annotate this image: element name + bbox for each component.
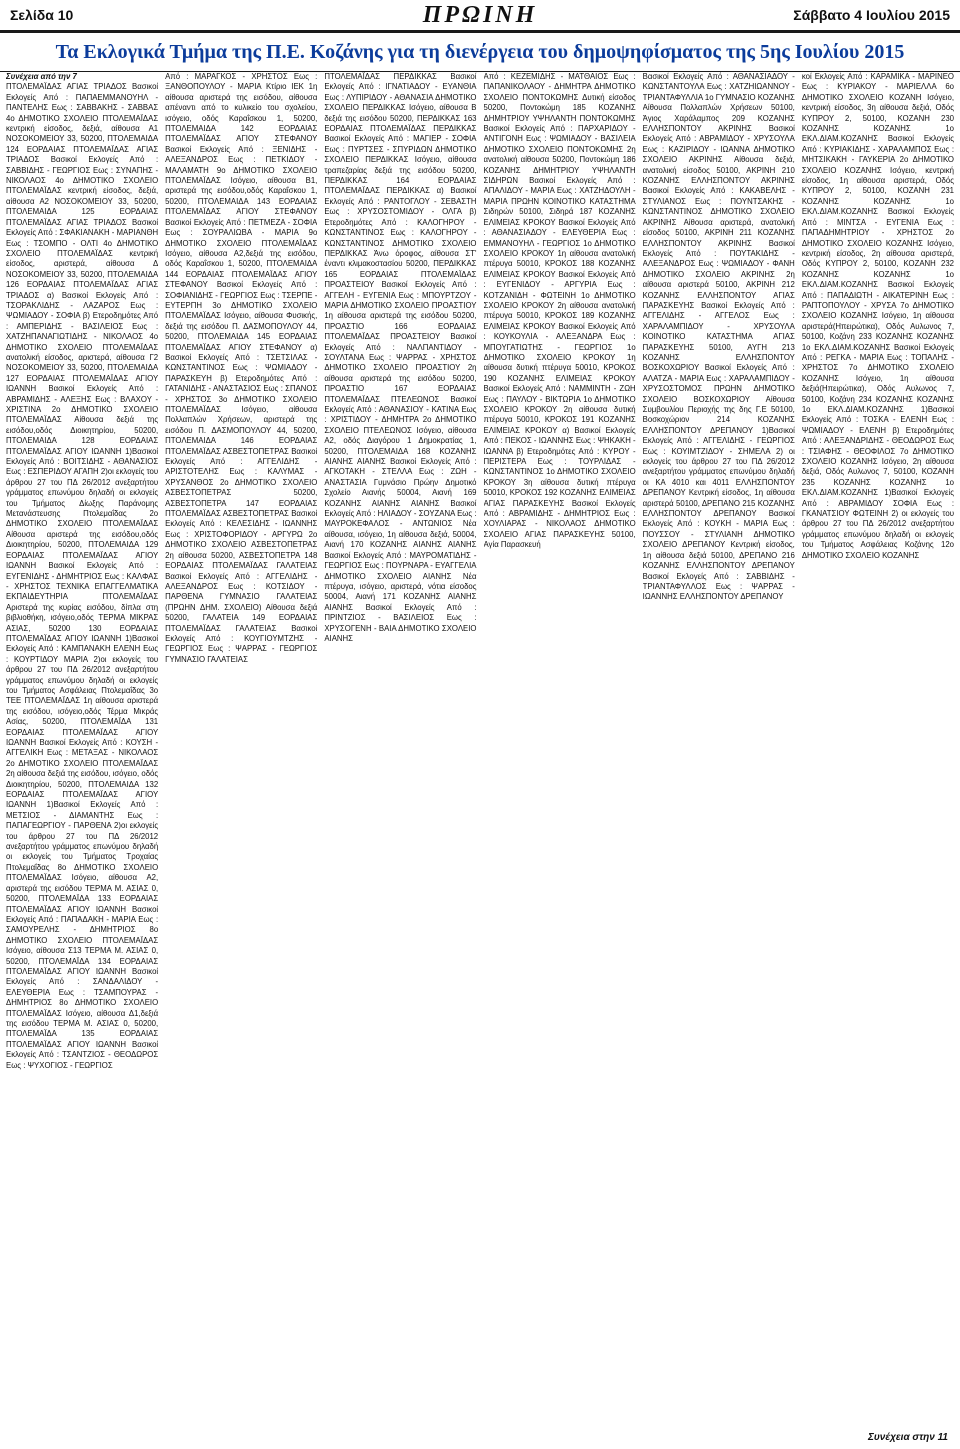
text-column-2 (165, 72, 317, 1423)
column-body: Από : ΚΕΖΕΜΙΔΗΣ - ΜΑΤΘΑΙΟΣ Εως : ΠΑΠΑΝΙΚΟΛΑΟΥ - ΔΗΜΗΤΡΑ ΔΗΜΟΤΙΚΟ ΣΧΟΛΕΙΟ ΠΟΝΤΟΚΩΜΗΣ Δυτική είσοδος 50200, Ποντοκώμη 185 ΚΟΖΑΝΗΣ ΔΗΜΗΤΡΙΟΥ ΥΨΗΛΑΝΤΗ ΠΟΝΤΟΚΩΜΗΣ Βασικοί Εκλογείς Από : ΠΑΡΧΑΡΙΔΟΥ - ΑΝΤΙΓΟΝΗ Εως : ΨΩΜΙΑΔΟΥ - ΒΑΣΙΛΕΙΑ ΔΗΜΟΤΙΚΟ ΣΧΟΛΕΙΟ ΠΟΝΤΟΚΩΜΗΣ 2η ανατολική αίθουσα 50200, Ποντοκώμη 186 ΚΟΖΑΝΗΣ ΔΗΜΗΤΡΙΟΥ ΥΨΗΛΑΝΤΗ ΣΙΔΗΡΩΝ Βασικοί Εκλογείς Από : ΑΠΑΛΙΔΟΥ - ΜΑΡΙΑ Εως : ΧΑΤΖΗΔΟΥΛΗ - ΜΑΡΙΑ ΠΡΩΗΝ ΚΟΙΝΟΤΙΚΟ ΚΑΤΑΣΤΗΜΑ Σιδηρών 50100, Σιδηρά 187 ΚΟΖΑΝΗΣ ΕΛΙΜΕΙΑΣ ΚΡΟΚΟΥ Βασικοί Εκλογείς Από : ΑΘΑΝΑΣΙΑΔΟΥ - ΕΛΕΥΘΕΡΙΑ Εως : ΕΜΜΑΝΟΥΗΛ - ΓΕΩΡΓΙΟΣ 1ο ΔΗΜΟΤΙΚΟ ΣΧΟΛΕΙΟ ΚΡΟΚΟΥ 1η αίθουσα ανατολική πτέρυγα 50010, ΚΡΟΚΟΣ 188 ΚΟΖΑΝΗΣ ΕΛΙΜΕΙΑΣ ΚΡΟΚΟΥ Βασικοί Εκλογείς Από : ΕΥΓΕΝΙΔΟΥ - ΑΡΓΥΡΙΑ Εως : ΚΟΤΖΑΝΙΔΗ - ΦΩΤΕΙΝΗ 1ο ΔΗΜΟΤΙΚΟ ΣΧΟΛΕΙΟ ΚΡΟΚΟΥ 2η αίθουσα ανατολική πτέρυγα 50010, ΚΡΟΚΟΣ 189 ΚΟΖΑΝΗΣ ΕΛΙΜΕΙΑΣ ΚΡΟΚΟΥ Βασικοί Εκλογείς Από : ΚΟΥΚΟΥΛΙΑ - ΑΛΕΞΑΝΔΡΑ Εως : ΜΠΟΥΓΑΤΙΩΤΗΣ - ΓΕΩΡΓΙΟΣ 1ο ΔΗΜΟΤΙΚΟ ΣΧΟΛΕΙΟ ΚΡΟΚΟΥ 1η αίθουσα δυτική πτέρυγα 50010, ΚΡΟΚΟΣ 190 ΚΟΖΑΝΗΣ ΕΛΙΜΕΙΑΣ ΚΡΟΚΟΥ Βασικοί Εκλογείς Από : ΝΑΜΜΙΝΤΗ - ΖΩΗ Εως : ΠΑΥΛΟΥ - ΒΙΚΤΩΡΙΑ 1ο ΔΗΜΟΤΙΚΟ ΣΧΟΛΕΙΟ ΚΡΟΚΟΥ 2η αίθουσα δυτική πτέρυγα 50010, ΚΡΟΚΟΣ 191 ΚΟΖΑΝΗΣ ΕΛΙΜΕΙΑΣ ΚΡΟΚΟΥ α) Βασικοί Εκλογείς Από : ΠΕΚΟΣ - ΙΩΑΝΝΗΣ Εως : ΨΗΚΑΚΗ - ΙΩΑΝΝΑ β) Ετεροδημότες Από : ΚΥΡΟΥ - ΠΕΡΙΣΤΕΡΑ Εως : ΤΟΥΡΛΙΔΑΣ - ΚΩΝΣΤΑΝΤΙΝΟΣ 1ο ΔΗΜΟΤΙΚΟ ΣΧΟΛΕΙΟ ΚΡΟΚΟΥ 3η αίθουσα δυτική πτέρυγα 50010, ΚΡΟΚΟΣ 192 ΚΟΖΑΝΗΣ ΕΛΙΜΕΙΑΣ ΑΓΙΑΣ ΠΑΡΑΣΚΕΥΗΣ Βασικοί Εκλογείς Από : ΑΒΡΑΜΙΔΗΣ - ΔΗΜΗΤΡΙΟΣ Εως : ΧΟΥΛΙΑΡΑΣ - ΝΙΚΟΛΑΟΣ ΔΗΜΟΤΙΚΟ ΣΧΟΛΕΙΟ ΑΓΙΑΣ ΠΑΡΑΣΚΕΥΗΣ 50100, Αγία Παρασκευή (483, 72, 636, 550)
page-number: Σελίδα 10 (10, 7, 74, 23)
masthead (0, 0, 960, 33)
continued-footer: Συνέχεια στην 11 (867, 1432, 948, 1443)
issue-date: Σάββατο 4 Ιουλίου 2015 (793, 7, 950, 23)
column-body: ΠΤΟΛΕΜΑΪΔΑΣ ΑΓΙΑΣ ΤΡΙΑΔΟΣ Βασικοί Εκλογείς Από : ΠΑΠΑΕΜΜΑΝΟΥΗΛ - ΠΑΝΤΕΛΗΣ Εως : ΣΑΒΒΑΚΗΣ - ΣΑΒΒΑΣ 4ο ΔΗΜΟΤΙΚΟ ΣΧΟΛΕΙΟ ΠΤΟΛΕΜΑΪΔΑΣ κεντρική είσοδος, δεξιά, αίθουσα Α1 ΝΟΣΟΚΟΜΕΙΟΥ 33, 50200, ΠΤΟΛΕΜΑΙΔΑ 124 ΕΟΡΔΑΙΑΣ ΠΤΟΛΕΜΑΪΔΑΣ ΑΓΙΑΣ ΤΡΙΑΔΟΣ Βασικοί Εκλογείς Από : ΣΑΒΒΙΔΗΣ - ΓΕΩΡΓΙΟΣ Εως : ΣΥΝΑΠΗΣ - ΝΙΚΟΛΑΟΣ 4ο ΔΗΜΟΤΙΚΟ ΣΧΟΛΕΙΟ ΠΤΟΛΕΜΑΪΔΑΣ κεντρική είσοδος, δεξιά, αίθουσα Α2 ΝΟΣΟΚΟΜΕΙΟΥ 33, 50200, ΠΤΟΛΕΜΑΙΔΑ 125 ΕΟΡΔΑΙΑΣ ΠΤΟΛΕΜΑΪΔΑΣ ΑΓΙΑΣ ΤΡΙΑΔΟΣ Βασικοί Εκλογείς Από : ΣΦΑΚΙΑΝΑΚΗ - ΜΑΡΙΑΝΘΗ Εως : ΤΣΟΜΠΟ - ΟΛΤΙ 4ο ΔΗΜΟΤΙΚΟ ΣΧΟΛΕΙΟ ΠΤΟΛΕΜΑΪΔΑΣ κεντρική είσοδος, αριστερά, αίθουσα Δ ΝΟΣΟΚΟΜΕΙΟΥ 33, 50200, ΠΤΟΛΕΜΑΙΔΑ 126 ΕΟΡΔΑΙΑΣ ΠΤΟΛΕΜΑΪΔΑΣ ΑΓΙΑΣ ΤΡΙΑΔΟΣ α) Βασικοί Εκλογείς Από : ΤΣΟΡΑΚΛΙΔΗΣ - ΛΑΖΑΡΟΣ Εως : ΨΩΜΙΑΔΟΥ - ΣΟΦΙΑ β) Ετεροδημότες Από : ΑΜΠΕΡΙΔΗΣ - ΒΑΣΙΛΕΙΟΣ Εως : ΧΑΤΖΗΠΑΝΑΓΙΩΤΙΔΗΣ - ΝΙΚΟΛΑΟΣ 4ο ΔΗΜΟΤΙΚΟ ΣΧΟΛΕΙΟ ΠΤΟΛΕΜΑΪΔΑΣ ανατολική είσοδος, αριστερά, αίθουσα Γ2 ΝΟΣΟΚΟΜΕΙΟΥ 33, 50200, ΠΤΟΛΕΜΑΙΔΑ 127 ΕΟΡΔΑΙΑΣ ΠΤΟΛΕΜΑΪΔΑΣ ΑΓΙΟΥ ΙΩΑΝΝΗ Βασικοί Εκλογείς Από : ΑΒΡΑΜΙΔΗΣ - ΑΛΕΞΗΣ Εως : ΒΛΑΧΟΥ - ΧΡΙΣΤΙΝΑ 2ο ΔΗΜΟΤΙΚΟ ΣΧΟΛΕΙΟ ΠΤΟΛΕΜΑΪΔΑΣ Αίθουσα δεξιά της εισόδου,οδός Διοικητηρίου, 50200, ΠΤΟΛΕΜΑΙΔΑ 128 ΕΟΡΔΑΙΑΣ ΠΤΟΛΕΜΑΪΔΑΣ ΑΓΙΟΥ ΙΩΑΝΝΗ 1)Βασικοί Εκλογείς Από : ΒΟΙΤΣΙΔΗΣ - ΑΘΑΝΑΣΙΟΣ Εως : ΕΣΠΕΡΙΔΟΥ ΑΓΑΠΗ 2)οι εκλογείς του άρθρου 27 του ΠΔ 26/2012 ανεξαρτήτου γράμματος επωνύμου δηλαδή οι εκλογείς του Τμήματος Δίωξης Παράνομης Μετανάστευσης Πτολεμαΐδας 2ο ΔΗΜΟΤΙΚΟ ΣΧΟΛΕΙΟ ΠΤΟΛΕΜΑΪΔΑΣ Αίθουσα αριστερά της εισόδου,οδός Διοικητηρίου, 50200, ΠΤΟΛΕΜΑΙΔΑ 129 ΕΟΡΔΑΙΑΣ ΠΤΟΛΕΜΑΪΔΑΣ ΑΓΙΟΥ ΙΩΑΝΝΗ Βασικοί Εκλογείς Από : ΕΥΓΕΝΙΔΗΣ - ΔΗΜΗΤΡΙΟΣ Εως : ΚΑΛΦΑΣ - ΧΡΗΣΤΟΣ ΤΕΧΝΙΚΑ ΕΠΑΓΓΕΛΜΑΤΙΚΑ ΕΚΠΑΙΔΕΥΤΗΡΙΑ ΠΤΟΛΕΜΑΪΔΑΣ Αριστερά της κυρίας εισόδου, δίπλα στη βιβλιοθήκη, ισόγειο,οδός ΤΕΡΜΑ ΜΙΚΡΑΣ ΑΣΙΑΣ, 50200 130 ΕΟΡΔΑΙΑΣ ΠΤΟΛΕΜΑΪΔΑΣ ΑΓΙΟΥ ΙΩΑΝΝΗ 1)Βασικοί Εκλογείς Από : ΚΑΜΠΑΝΑΚΗ ΕΛΕΝΗ Εως : ΚΟΥΡΤΙΔΟΥ ΜΑΡΙΑ 2)οι εκλογείς του άρθρου 27 του ΠΔ 26/2012 ανεξαρτήτου γράμματος επωνύμου δηλαδή οι εκλογείς του Τμήματος Ασφάλειας Πτολεμαΐδας 3ο ΤΕΕ ΠΤΟΛΕΜΑΪΔΑΣ 1η αίθουσα αριστερά της εισόδου, ισόγειο,οδός Τέρμα Μικράς Ασίας, 50200, ΠΤΟΛΕΜΑΪΔΑ 131 ΕΟΡΔΑΙΑΣ ΠΤΟΛΕΜΑΪΔΑΣ ΑΓΙΟΥ ΙΩΑΝΝΗ Βασικοί Εκλογείς Από : ΚΟΥΣΗ - ΑΓΓΕΛΙΚΗ Εως : ΜΕΤΑΞΑΣ - ΝΙΚΟΛΑΟΣ 2ο ΔΗΜΟΤΙΚΟ ΣΧΟΛΕΙΟ ΠΤΟΛΕΜΑΪΔΑΣ 2η αίθουσα δεξιά της εισόδου, ισόγειο, οδός Διοικητηρίου, 50200, ΠΤΟΛΕΜΑΙΔΑ 132 ΕΟΡΔΑΙΑΣ ΠΤΟΛΕΜΑΪΔΑΣ ΑΓΙΟΥ ΙΩΑΝΝΗ 1)Βασικοί Εκλογείς Από : ΜΕΤΣΙΟΣ - ΔΙΑΜΑΝΤΗΣ Εως : ΠΑΠΑΓΕΩΡΓΙΟΥ - ΠΑΡΘΕΝΑ 2)οι εκλογείς του άρθρου 27 του ΠΔ 26/2012 ανεξαρτήτου γράμματος επωνύμου δηλαδή οι εκλογείς του Τμήματος Τροχαίας Πτολεμαΐδας 8ο ΔΗΜΟΤΙΚΟ ΣΧΟΛΕΙΟ ΠΤΟΛΕΜΑΪΔΑΣ Ισόγειο, αίθουσα Α2, αριστερά της εισόδου ΤΕΡΜΑ Μ. ΑΣΙΑΣ 0, 50200, ΠΤΟΛΕΜΑΪΔΑ 133 ΕΟΡΔΑΙΑΣ ΠΤΟΛΕΜΑΪΔΑΣ ΑΓΙΟΥ ΙΩΑΝΝΗ Βασικοί Εκλογείς Από : ΠΑΠΑΔΑΚΗ - ΜΑΡΙΑ Εως : ΣΑΜΟΥΡΕΛΗΣ - ΔΗΜΗΤΡΙΟΣ 8ο ΔΗΜΟΤΙΚΟ ΣΧΟΛΕΙΟ ΠΤΟΛΕΜΑΪΔΑΣ Ισόγειο, αίθουσα Σ13 ΤΕΡΜΑ Μ. ΑΣΙΑΣ 0, 50200, ΠΤΟΛΕΜΑΪΔΑ 134 ΕΟΡΔΑΙΑΣ ΠΤΟΛΕΜΑΪΔΑΣ ΑΓΙΟΥ ΙΩΑΝΝΗ Βασικοί Εκλογείς Από : ΣΑΝΔΑΛΙΔΟΥ - ΕΛΕΥΘΕΡΙΑ Εως : ΤΣΑΜΠΟΥΡΑΣ - ΔΗΜΗΤΡΙΟΣ 8ο ΔΗΜΟΤΙΚΟ ΣΧΟΛΕΙΟ ΠΤΟΛΕΜΑΪΔΑΣ Ισόγειο, αίθουσα Δ1,δεξιά της εισόδου ΤΕΡΜΑ Μ. ΑΣΙΑΣ 0, 50200, ΠΤΟΛΕΜΑΪΔΑ 135 ΕΟΡΔΑΙΑΣ ΠΤΟΛΕΜΑΪΔΑΣ ΑΓΙΟΥ ΙΩΑΝΝΗ Βασικοί Εκλογείς Από : ΤΣΑΝΤΖΙΟΣ - ΘΕΟΔΩΡΟΣ Εως : ΨΥΧΟΓΙΟΣ - ΓΕΩΡΓΙΟΣ (6, 82, 159, 1070)
column-body: Βασικοί Εκλογείς Από : ΑΘΑΝΑΣΙΑΔΟΥ - ΚΩΝΣΤΑΝΤΟΥΛΑ Εως : ΧΑΤΖΗΙΩΑΝΝΟΥ - ΤΡΙΑΝΤΑΦΥΛΛΙΑ 1ο ΓΥΜΝΑΣΙΟ ΚΟΖΑΝΗΣ Αίθουσα Πολλαπλών Χρήσεων 50100, Άγιος Χαράλαμπος 209 ΚΟΖΑΝΗΣ ΕΛΛΗΣΠΟΝΤΟΥ ΑΚΡΙΝΗΣ Βασικοί Εκλογείς Από : ΑΒΡΑΜΙΔΟΥ - ΧΡΥΣΟΥΛΑ Εως : ΚΑΖΙΡΙΔΟΥ - ΙΩΑΝΝΑ ΔΗΜΟΤΙΚΟ ΣΧΟΛΕΙΟ ΑΚΡΙΝΗΣ Αίθουσα δεξιά, ανατολική είσοδος 50100, ΑΚΡΙΝΗ 210 ΚΟΖΑΝΗΣ ΕΛΛΗΣΠΟΝΤΟΥ ΑΚΡΙΝΗΣ Βασικοί Εκλογείς Από : ΚΑΚΑΒΕΛΗΣ - ΣΤΥΛΙΑΝΟΣ Εως : ΠΟΥΝΤΣΑΚΗΣ - ΚΩΝΣΤΑΝΤΙΝΟΣ ΔΗΜΟΤΙΚΟ ΣΧΟΛΕΙΟ ΑΚΡΙΝΗΣ Αίθουσα αριστερά, ανατολική είσοδος 50100, ΑΚΡΙΝΗ 211 ΚΟΖΑΝΗΣ ΕΛΛΗΣΠΟΝΤΟΥ ΑΚΡΙΝΗΣ Βασικοί Εκλογείς Από : ΠΟΥΤΑΚΙΔΗΣ - ΑΛΕΞΑΝΔΡΟΣ Εως : ΨΩΜΙΑΔΟΥ - ΦΑΝΗ ΔΗΜΟΤΙΚΟ ΣΧΟΛΕΙΟ ΑΚΡΙΝΗΣ 2η αίθουσα αριστερά 50100, ΑΚΡΙΝΗ 212 ΚΟΖΑΝΗΣ ΕΛΛΗΣΠΟΝΤΟΥ ΑΓΙΑΣ ΠΑΡΑΣΚΕΥΗΣ Βασικοί Εκλογείς Από : ΑΓΓΕΛΙΔΗΣ - ΑΓΓΕΛΟΣ Εως : ΧΑΡΑΛΑΜΠΙΔΟΥ - ΧΡΥΣΟΥΛΑ ΚΟΙΝΟΤΙΚΟ ΚΑΤΑΣΤΗΜΑ ΑΓΙΑΣ ΠΑΡΑΣΚΕΥΗΣ 50100, ΑΥΓΗ 213 ΚΟΖΑΝΗΣ ΕΛΛΗΣΠΟΝΤΟΥ ΒΟΣΚΟΧΩΡΙΟΥ Βασικοί Εκλογείς Από : ΑΛΑΤΖΑ - ΜΑΡΙΑ Εως : ΧΑΡΑΛΑΜΠΙΔΟΥ - ΧΡΥΣΟΣΤΟΜΟΣ ΠΡΩΗΝ ΔΗΜΟΤΙΚΟ ΣΧΟΛΕΙΟ ΒΟΣΚΟΧΩΡΙΟΥ Αίθουσα Συμβουλίου Περιοχής της δης Γ.Ε 50100, Βοσκοχώριον 214 ΚΟΖΑΝΗΣ ΕΛΛΗΣΠΟΝΤΟΥ ΔΡΕΠΑΝΟΥ 1)Βασικοί Εκλογείς Από : ΑΓΓΕΛΙΔΗΣ - ΓΕΩΡΓΙΟΣ Εως : ΚΟΥΙΜΤΖΙΔΟΥ - ΣΗΜΕΛΑ 2) οι εκλογείς του άρθρου 27 του ΠΔ 26/2012 ανεξαρτήτου γράμματος επωνύμου δηλαδή οι ΚΑ 4010 και 4011 ΕΛΛΗΣΠΟΝΤΟΥ ΔΡΕΠΑΝΟΥ Κεντρική είσοδος, 1η αίθουσα αριστερά 50100, ΔΡΕΠΑΝΟ 215 ΚΟΖΑΝΗΣ ΕΛΛΗΣΠΟΝΤΟΥ ΔΡΕΠΑΝΟΥ Βασικοί Εκλογείς Από : ΚΟΥΚΗ - ΜΑΡΙΑ Εως : ΠΟΥΣΣΟΥ - ΣΤΥΛΙΑΝΗ ΔΗΜΟΤΙΚΟ ΣΧΟΛΕΙΟ ΔΡΕΠΑΝΟΥ Κεντρική είσοδος, 1η αίθουσα δεξιά 50100, ΔΡΕΠΑΝΟ 216 ΚΟΖΑΝΗΣ ΕΛΛΗΣΠΟΝΤΟΥ ΔΡΕΠΑΝΟΥ Βασικοί Εκλογείς Από : ΣΑΒΒΙΔΗΣ - ΤΡΙΑΝΤΑΦΥΛΛΟΣ Εως : ΨΑΡΡΑΣ - ΙΩΑΝΝΗΣ ΕΛΛΗΣΠΟΝΤΟΥ ΔΡΕΠΑΝΟΥ (642, 72, 795, 602)
page-headline: Τα Εκλογικά Τμήμα της Π.Ε. Κοζάνης για τη διενέργεια του δημοψηφίσματος της 5ης Ιουλίου 2015 (0, 33, 960, 72)
text-column-5 (643, 72, 795, 1423)
newspaper-logo: ΠΡΩΙΝΗ (422, 1, 538, 28)
text-column-6 (802, 72, 954, 1423)
column-body: κοί Εκλογείς Από : ΚΑΡΑΜΙΚΑ - ΜΑΡΙΝΕΟ Εως : ΚΥΡΙΑΚΟΥ - ΜΑΡΙΕΛΛΑ 6ο ΔΗΜΟΤΙΚΟ ΣΧΟΛΕΙΟ ΚΟΖΑΝΗ Ισόγειο, κεντρική είσοδος, 3η αίθουσα δεξιά, Οδός ΚΥΠΡΟΥ 2, 50100, ΚΟΖΑΝΗ 230 ΚΟΖΑΝΗΣ ΚΟΖΑΝΗΣ 1ο ΕΚΛ.ΔΙΑΜ.ΚΟΖΑΝΗΣ Βασικοί Εκλογείς Από : ΚΥΡΙΑΚΙΔΗΣ - ΧΑΡΑΛΑΜΠΟΣ Εως : ΜΗΤΣΙΚΑΚΗ - ΓΑΥΚΕΡΙΑ 2ο ΔΗΜΟΤΙΚΟ ΣΧΟΛΕΙΟ ΚΟΖΑΝΗΣ Ισόγειο, κεντρική είσοδος, 1η αίθουσα αριστερά, Οδός ΚΥΠΡΟΥ 2, 50100, ΚΟΖΑΝΗ 231 ΚΟΖΑΝΗΣ ΚΟΖΑΝΗΣ 1ο ΕΚΛ.ΔΙΑΜ.ΚΟΖΑΝΗΣ Βασικοί Εκλογείς Από : ΜΙΝΤΣΑ - ΕΥΓΕΝΙΑ Εως : ΠΑΠΑΔΗΜΗΤΡΙΟΥ - ΧΡΗΣΤΟΣ 2ο ΔΗΜΟΤΙΚΟ ΣΧΟΛΕΙΟ ΚΟΖΑΝΗΣ Ισόγειο, κεντρική είσοδος, 2η αίθουσα αριστερά, Οδός ΚΥΠΡΟΥ 2, 50100, ΚΟΖΑΝΗ 232 ΚΟΖΑΝΗΣ ΚΟΖΑΝΗΣ 1ο ΕΚΛ.ΔΙΑΜ.ΚΟΖΑΝΗΣ Βασικοί Εκλογείς Από : ΠΑΠΑΔΙΩΤΗ - ΑΙΚΑΤΕΡΙΝΗ Εως : ΡΑΠΤΟΠΟΥΛΟΥ - ΧΡΥΣΑ 7ο ΔΗΜΟΤΙΚΟ ΣΧΟΛΕΙΟ ΚΟΖΑΝΗΣ Ισόγειο, 1η αίθουσα αριστερά(Ηπειρώτικα), Οδός Αυλωνος 7, 50100, Κοζάνη 233 ΚΟΖΑΝΗΣ ΚΟΖΑΝΗΣ 1ο ΕΚΛ.ΔΙΑΜ.ΚΟΖΑΝΗΣ Βασικοί Εκλογείς Από : ΡΕΓΚΑ - ΜΑΡΙΑ Εως : ΤΟΠΑΛΗΣ - ΧΡΗΣΤΟΣ 7ο ΔΗΜΟΤΙΚΟ ΣΧΟΛΕΙΟ ΚΟΖΑΝΗΣ Ισόγειο, 1η αίθουσα δεξιά(Ηπειρώτικα), Οδός Αυλωνος 7, 50100, Κοζάνη 234 ΚΟΖΑΝΗΣ ΚΟΖΑΝΗΣ 1ο ΕΚΛ.ΔΙΑΜ.ΚΟΖΑΝΗΣ 1)Βασικοί Εκλογείς Από : ΤΟΣΚΑ - ΕΛΕΝΗ Εως : ΨΩΜΙΑΔΟΥ - ΕΛΕΝΗ β) Ετεροδημότες Από : ΑΛΕΞΑΝΔΡΙΔΗΣ - ΘΕΟΔΩΡΟΣ Εως : ΤΣΙΑΦΗΣ - ΘΕΟΦΙΛΟΣ 7ο ΔΗΜΟΤΙΚΟ ΣΧΟΛΕΙΟ ΚΟΖΑΝΗΣ Ισόγειο, 2η αίθουσα δεξιά, Οδός Αυλωνος 7, 50100, ΚΟΖΑΝΗ 235 ΚΟΖΑΝΗΣ ΚΟΖΑΝΗΣ 1ο ΕΚΛ.ΔΙΑΜ.ΚΟΖΑΝΗΣ 1)Βασικοί Εκλογείς Από : ΑΒΡΑΜΙΔΟΥ ΣΟΦΙΑ Εως : ΓΚΑΝΑΤΣΙΟΥ ΦΩΤΕΙΝΗ 2) οι εκλογείς του άρθρου 27 του ΠΔ 26/2012 ανεξαρτήτου γράμματος επωνύμου δηλαδή οι εκλογείς του Τμήματος Ασφάλειας Κοζάνης 12ο ΔΗΜΟΤΙΚΟ ΣΧΟΛΕΙΟ ΚΟΖΑΝΗΣ (801, 72, 954, 560)
column-body: ΠΤΟΛΕΜΑΪΔΑΣ ΠΕΡΔΙΚΚΑΣ Βασικοί Εκλογείς Από : ΙΓΝΑΤΙΑΔΟΥ - ΕΥΑΝΘΙΑ Εως : ΛΥΠΙΡΙΔΟΥ - ΑΘΑΝΑΣΙΑ ΔΗΜΟΤΙΚΟ ΣΧΟΛΕΙΟ ΠΕΡΔΙΚΚΑΣ Ισόγειο, αίθουσα Β δεξιά της εισόδου 50200, ΠΕΡΔΙΚΚΑΣ 163 ΕΟΡΔΑΙΑΣ ΠΤΟΛΕΜΑΪΔΑΣ ΠΕΡΔΙΚΚΑΣ Βασικοί Εκλογείς Από : ΜΑΓΙΕΡ - ΣΟΦΙΑ Εως : ΠΥΡΤΣΕΣ - ΣΠΥΡΙΔΩΝ ΔΗΜΟΤΙΚΟ ΣΧΟΛΕΙΟ ΠΕΡΔΙΚΚΑΣ Ισόγειο, αίθουσα τραπεζαρίας δεξιά της εισόδου 50200, ΠΕΡΔΙΚΚΑΣ 164 ΕΟΡΔΑΙΑΣ ΠΤΟΛΕΜΑΪΔΑΣ ΠΕΡΔΙΚΚΑΣ α) Βασικοί Εκλογείς Από : ΡΑΝΤΟΓΛΟΥ - ΣΕΒΑΣΤΗ Εως : ΧΡΥΣΟΣΤΟΜΙΔΟΥ - ΟΛΓΑ β) Ετεροδημότες Από : ΚΑΛΟΓΗΡΟΥ - ΚΩΝΣΤΑΝΤΙΝΟΣ Εως : ΚΑΛΟΓΗΡΟΥ - ΚΩΝΣΤΑΝΤΙΝΟΣ ΔΗΜΟΤΙΚΟ ΣΧΟΛΕΙΟ ΠΕΡΔΙΚΚΑΣ Άνω όροφος, αίθουσα ΣΤ' έναντι κλιμακοστασίου 50200, ΠΕΡΔΙΚΚΑΣ 165 ΕΟΡΔΑΙΑΣ ΠΤΟΛΕΜΑΪΔΑΣ ΠΡΟΑΣΤΕΙΟΥ Βασικοί Εκλογείς Από : ΑΓΓΕΛΗ - ΕΥΓΕΝΙΑ Εως : ΜΠΟΥΡΤΖΟΥ - ΜΑΡΙΑ ΔΗΜΟΤΙΚΟ ΣΧΟΛΕΙΟ ΠΡΟΑΣΤΙΟΥ 1η αίθουσα αριστερά της εισόδου 50200, ΠΡΟΑΣΤΙΟ 166 ΕΟΡΔΑΙΑΣ ΠΤΟΛΕΜΑΪΔΑΣ ΠΡΟΑΣΤΕΙΟΥ Βασικοί Εκλογείς Από : ΝΑΛΠΑΝΤΙΔΟΥ - ΣΟΥΛΤΑΝΑ Εως : ΨΑΡΡΑΣ - ΧΡΗΣΤΟΣ ΔΗΜΟΤΙΚΟ ΣΧΟΛΕΙΟ ΠΡΟΑΣΤΙΟΥ 2η αίθουσα αριστερά της εισόδου 50200, ΠΡΟΑΣΤΙΟ 167 ΕΟΡΔΑΙΑΣ ΠΤΟΛΕΜΑΪΔΑΣ ΠΤΕΛΕΩΝΟΣ Βασικοί Εκλογείς Από : ΑΘΑΝΑΣΙΟΥ - ΚΑΤΙΝΑ Εως : ΧΡΙΣΤΙΔΟΥ - ΔΗΜΗΤΡΑ 2ο ΔΗΜΟΤΙΚΟ ΣΧΟΛΕΙΟ ΠΤΕΛΕΩΝΟΣ Ισόγειο, αίθουσα Α2, οδός Διαγόρου 1 Δημοκρατίας 1, 50200, ΠΤΟΛΕΜΑΙΔΑ 168 ΚΟΖΑΝΗΣ ΑΙΑΝΗΣ ΑΙΑΝΗΣ Βασικοί Εκλογείς Από : ΑΓΚΟΤΑΚΗ - ΣΤΕΛΛΑ Εως : ΖΩΗ - ΑΝΑΣΤΑΣΙΑ Γυμνάσιο Πρώην Δημοτικό Σχολείο Αιανής 50004, Αιανή 169 ΚΟΖΑΝΗΣ ΑΙΑΝΗΣ ΑΙΑΝΗΣ Βασικοί Εκλογείς Από : ΗΛΙΑΔΟΥ - ΣΟΥΖΑΝΑ Εως : ΜΑΥΡΟΚΕΦΑΛΟΣ - ΑΝΤΩΝΙΟΣ Νέα αίθουσα, ισόγειο, 1η αίθουσα δεξιά, 50004, Αιανή 170 ΚΟΖΑΝΗΣ ΑΙΑΝΗΣ ΑΙΑΝΗΣ Βασικοί Εκλογείς Από : ΜΑΥΡΟΜΑΤΙΔΗΣ - ΓΕΩΡΓΙΟΣ Εως : ΠΟΥΡΝΑΡΑ - ΕΥΑΓΓΕΛΙΑ ΔΗΜΟΤΙΚΟ ΣΧΟΛΕΙΟ ΑΙΑΝΗΣ Νέα πτέρυγα, ισόγειο, αριστερά, νότια είσοδος 50004, Αιανή 171 ΚΟΖΑΝΗΣ ΑΙΑΝΗΣ ΑΙΑΝΗΣ Βασικοί Εκλογείς Από : ΠΡΙΝΤΖΙΟΣ - ΒΑΣΙΛΕΙΟΣ Εως : ΧΡΥΣΟΓΕΝΗ - ΒΑΙΑ ΔΗΜΟΤΙΚΟ ΣΧΟΛΕΙΟ ΑΙΑΝΗΣ (324, 72, 477, 643)
column-body: Από : ΜΑΡΑΓΚΟΣ - ΧΡΗΣΤΟΣ Εως : ΞΑΝΘΟΠΟΥΛΟΥ - ΜΑΡΙΑ Κτίριο ΙΕΚ 1η αίθουσα αριστερά της εισόδου, αίθουσα απέναντι από το κυλικείο του σχολείου, ισόγειο, οδός Καραΐσκου 1, 50200, ΠΤΟΛΕΜΑΙΔΑ 142 ΕΟΡΔΑΙΑΣ ΠΤΟΛΕΜΑΪΔΑΣ ΑΓΙΟΥ ΣΤΕΦΑΝΟΥ Βασικοί Εκλογείς Από : ΞΕΝΙΔΗΣ - ΑΛΕΞΑΝΔΡΟΣ Εως : ΠΕΤΚΙΔΟΥ - ΜΑΛΑΜΑΤΗ 9ο ΔΗΜΟΤΙΚΟ ΣΧΟΛΕΙΟ ΠΤΟΛΕΜΑΪΔΑΣ Ισόγειο, αίθουσα Β1, αριστερά της εισόδου,οδός Καραΐσκου 1, 50200, ΠΤΟΛΕΜΑΙΔΑ 143 ΕΟΡΔΑΙΑΣ ΠΤΟΛΕΜΑΪΔΑΣ ΑΓΙΟΥ ΣΤΕΦΑΝΟΥ Βασικοί Εκλογείς Από : ΠΕΤΜΕΖΑ - ΣΟΦΙΑ Εως : ΣΟΥΡΑΛΙΩΒΑ - ΜΑΡΙΑ 9ο ΔΗΜΟΤΙΚΟ ΣΧΟΛΕΙΟ ΠΤΟΛΕΜΑΪΔΑΣ Ισόγειο, αίθουσα Α2,δεξιά της εισόδου, οδός Καραΐσκου 1, 50200, ΠΤΟΛΕΜΑΙΔΑ 144 ΕΟΡΔΑΙΑΣ ΠΤΟΛΕΜΑΪΔΑΣ ΑΓΙΟΥ ΣΤΕΦΑΝΟΥ Βασικοί Εκλογείς Από : ΣΟΦΙΑΝΙΔΗΣ - ΓΕΩΡΓΙΟΣ Εως : ΤΣΕΡΠΕ - ΕΥΤΕΡΠΗ 3ο ΔΗΜΟΤΙΚΟ ΣΧΟΛΕΙΟ ΠΤΟΛΕΜΑΪΔΑΣ Ισόγειο, αίθουσα Φυσικής, δεξιά της εισόδου Π. ΔΑΣΜΟΠΟΥΛΟΥ 44, 50200, ΠΤΟΛΕΜΑΙΔΑ 145 ΕΟΡΔΑΙΑΣ ΠΤΟΛΕΜΑΪΔΑΣ ΑΓΙΟΥ ΣΤΕΦΑΝΟΥ α) Βασικοί Εκλογείς Από : ΤΣΕΤΣΙΛΑΣ - ΚΩΝΣΤΑΝΤΙΝΟΣ Εως : ΨΩΜΙΑΔΟΥ - ΠΑΡΑΣΚΕΥΗ β) Ετεροδημότες Από : ΓΑΤΑΝΙΔΗΣ - ΑΝΑΣΤΑΣΙΟΣ Εως : ΣΠΑΝΟΣ - ΧΡΗΣΤΟΣ 3ο ΔΗΜΟΤΙΚΟ ΣΧΟΛΕΙΟ ΠΤΟΛΕΜΑΪΔΑΣ Ισόγειο, αίθουσα Πολλαπλών Χρήσεων, αριστερά της εισόδου Π. ΔΑΣΜΟΠΟΥΛΟΥ 44, 50200, ΠΤΟΛΕΜΑΙΔΑ 146 ΕΟΡΔΑΙΑΣ ΠΤΟΛΕΜΑΪΔΑΣ ΑΣΒΕΣΤΟΠΕΤΡΑΣ Βασικοί Εκλογείς Από : ΑΓΓΕΛΙΔΗΣ - ΑΡΙΣΤΟΤΕΛΗΣ Εως : ΚΑΛΥΜΑΣ - ΧΡΥΣΑΝΘΟΣ 2ο ΔΗΜΟΤΙΚΟ ΣΧΟΛΕΙΟ ΑΣΒΕΣΤΟΠΕΤΡΑΣ 50200, ΑΣΒΕΣΤΟΠΕΤΡΑ 147 ΕΟΡΔΑΙΑΣ ΠΤΟΛΕΜΑΪΔΑΣ ΑΣΒΕΣΤΟΠΕΤΡΑΣ Βασικοί Εκλογείς Από : ΚΕΛΕΣΙΔΗΣ - ΙΩΑΝΝΗΣ Εως : ΧΡΙΣΤΟΦΟΡΙΔΟΥ - ΑΡΓΥΡΩ 2ο ΔΗΜΟΤΙΚΟ ΣΧΟΛΕΙΟ ΑΣΒΕΣΤΟΠΕΤΡΑΣ 2η αίθουσα 50200, ΑΣΒΕΣΤΟΠΕΤΡΑ 148 ΕΟΡΔΑΙΑΣ ΠΤΟΛΕΜΑΪΔΑΣ ΓΑΛΑΤΕΙΑΣ Βασικοί Εκλογείς Από : ΑΓΓΕΛΙΔΗΣ - ΑΛΕΞΑΝΔΡΟΣ Εως : ΚΟΤΣΙΔΟΥ - ΠΑΡΘΕΝΑ ΓΥΜΝΑΣΙΟ ΓΑΛΑΤΕΙΑΣ (ΠΡΩΗΝ ΔΗΜ. ΣΧΟΛΕΙΟ) Αίθουσα δεξιά 50200, ΓΑΛΑΤΕΙΑ 149 ΕΟΡΔΑΙΑΣ ΠΤΟΛΕΜΑΪΔΑΣ ΓΑΛΑΤΕΙΑΣ Βασικοί Εκλογείς Από : ΚΟΥΓΙΟΥΜΤΖΗΣ - ΓΕΩΡΓΙΟΣ Εως : ΨΑΡΡΑΣ - ΓΕΩΡΓΙΟΣ ΓΥΜΝΑΣΙΟ ΓΑΛΑΤΕΙΑΣ (165, 72, 318, 664)
text-column-4 (484, 72, 636, 1423)
text-column-3 (324, 72, 476, 1423)
continuation-note: Συνέχεια από την 7 (6, 72, 77, 81)
text-columns (6, 72, 954, 1423)
text-column-1 (6, 72, 158, 1423)
